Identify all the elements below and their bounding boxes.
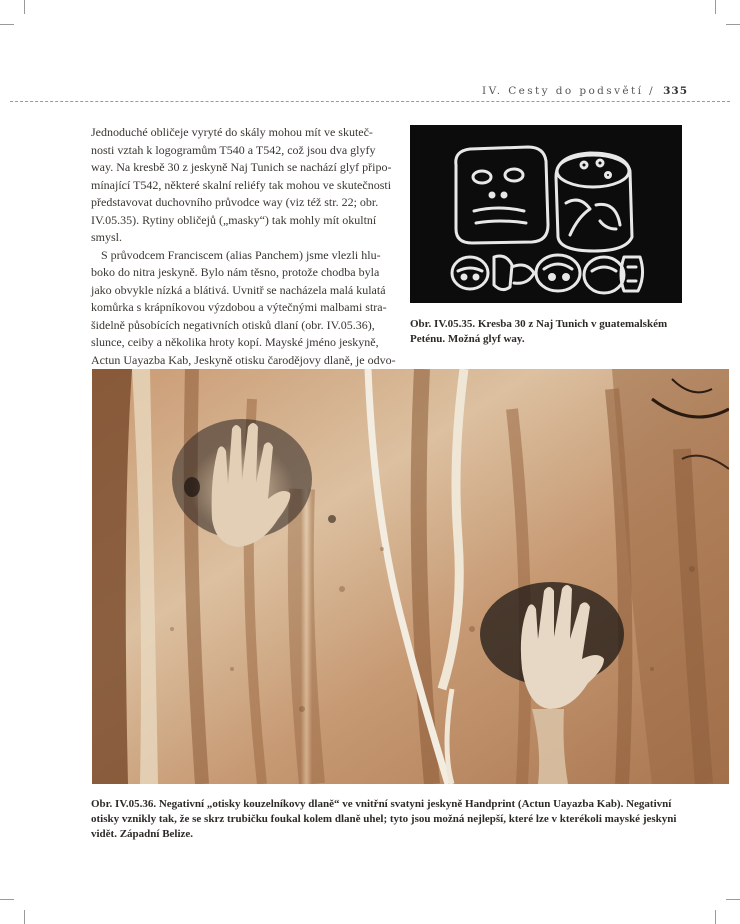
text-line: jako obvykle nízká a blátivá. Uvnitř se nacházela malá kulatá [91,282,386,297]
paragraph-1 [91,124,393,247]
text-line: way. Na kresbě 30 z jeskyně Naj Tunich se nachází glyf připo- [91,160,392,174]
text-line: smysl. [91,230,123,244]
crop-mark-bottom-right-h [726,899,740,900]
paragraph-2 [91,247,396,370]
text-line: šidelně působících negativních otisků dlaní (obr. IV.05.36), [91,317,375,332]
text-line: boko do nitra jeskyně. Bylo nám těsno, protože chodba byla [91,265,380,279]
crop-mark-bottom-left-h [0,899,14,900]
figure-caption-photo [91,797,691,842]
running-title: IV. Cesty do podsvětí / [482,85,656,97]
text-line: IV.05.35). Rytiny obličejů („masky“) tak mohly mít okultní [91,212,377,227]
cave-handprint-photo-icon [92,369,729,784]
caption-line: Peténu. Možná glyf way. [410,332,525,345]
crop-mark-top-left-h [0,24,14,25]
text-line: nosti vztah k logogramům T540 a T542, což jsou dva glyfy [91,142,376,157]
crop-mark-top-left [24,0,25,14]
figure-caption-glyph [410,317,695,346]
maya-glyph-drawing-icon [410,125,682,303]
crop-mark-top-right [715,0,716,14]
page-number: 335 [663,85,688,97]
text-line: S průvodcem Franciscem (alias Panchem) jsme vlezli hlu- [101,247,381,262]
caption-line: Obr. IV.05.36. Negativní „otisky kouzelníkovy dlaně“ ve vnitřní svatyni jeskyně Handprint (Actun Uayazba Kab). Negativní [91,798,672,810]
crop-mark-top-right-h [726,24,740,25]
caption-line: otisky vznikly tak, že se skrz trubičku foukal kolem dlaně uhel; tyto jsou možná nejlepší, které lze v kterékoli mayské jeskyni [91,813,677,825]
header-rule [10,101,730,102]
caption-line: Obr. IV.05.35. Kresba 30 z Naj Tunich v guatemalském [410,318,668,330]
text-line: mínající T542, některé skalní reliéfy tak mohou ve skutečnosti [91,177,392,192]
body-text [91,124,396,369]
text-line: komůrka s krápníkovou výzdobou a výtečnými malbami stra- [91,300,387,314]
caption-line: vidět. Západní Belize. [91,828,194,840]
text-line: slunce, ceiby a několika hroty kopí. Mayské jméno jeskyně, [91,335,379,349]
crop-mark-bottom-right [715,910,716,924]
running-head [482,85,688,97]
text-line: představovat duchovního průvodce way (viz též str. 22; obr. [91,195,379,209]
text-line: Jednoduché obličeje vyryté do skály mohou mít ve skuteč- [91,125,373,139]
crop-mark-bottom-left [24,910,25,924]
text-line: Actun Uayazba Kab, Jeskyně otisku čarodějovy dlaně, je odvo- [91,352,396,367]
